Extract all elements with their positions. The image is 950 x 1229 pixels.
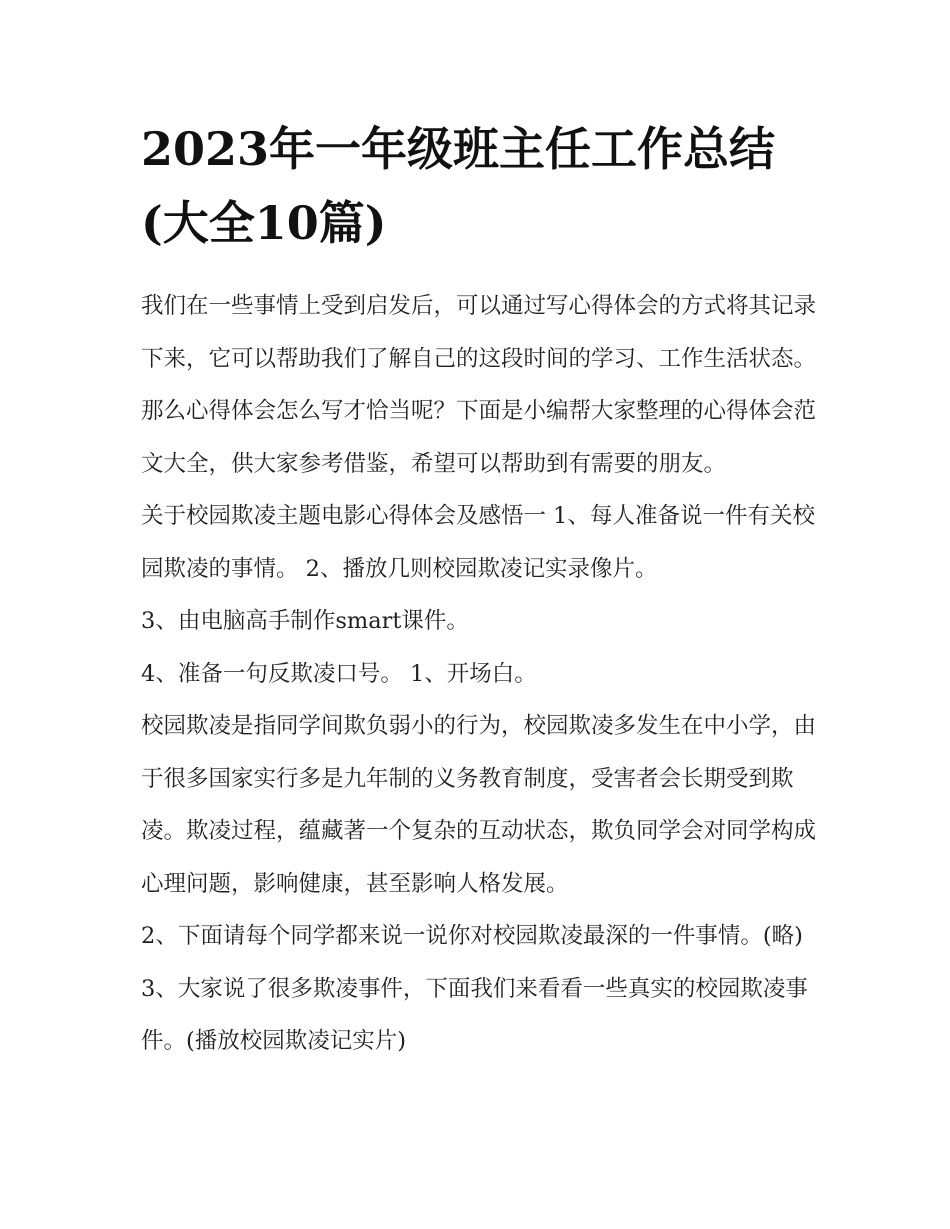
paragraph-slogan: 4、准备一句反欺凌口号。 1、开场白。	[141, 660, 537, 687]
paragraph-discussion: 2、下面请每个同学都来说一说你对校园欺凌最深的一件事情。(略) 3、大家说了很多欺凌事件，下面我们来看看一些真实的校园欺凌事件。(播放校园欺凌记实片)	[141, 923, 808, 1054]
paragraph-definition: 校园欺凌是指同学间欺负弱小的行为，校园欺凌多发生在中小学，由于很多国家实行多是九年制的义务教育制度，受害者会长期受到欺凌。欺凌过程，蕴藏著一个复杂的互动状态，欺负同学会对同学构成心理问题，影响健康，甚至影响人格发展。	[141, 713, 817, 897]
paragraph-intro: 我们在一些事情上受到启发后，可以通过写心得体会的方式将其记录下来，它可以帮助我们了解自己的这段时间的学习、工作生活状态。那么心得体会怎么写才恰当呢？下面是小编帮大家整理的心得体会范文大全，供大家参考借鉴，希望可以帮助到有需要的朋友。	[141, 293, 817, 477]
document-title: 2023年一年级班主任工作总结(大全10篇)	[141, 122, 776, 250]
paragraph-courseware: 3、由电脑高手制作smart课件。	[141, 608, 469, 634]
document-body	[141, 112, 821, 1068]
paragraph-preparation: 关于校园欺凌主题电影心得体会及感悟一 1、每人准备说一件有关校园欺凌的事情。 2、播放几则校园欺凌记实录像片。	[141, 503, 815, 582]
